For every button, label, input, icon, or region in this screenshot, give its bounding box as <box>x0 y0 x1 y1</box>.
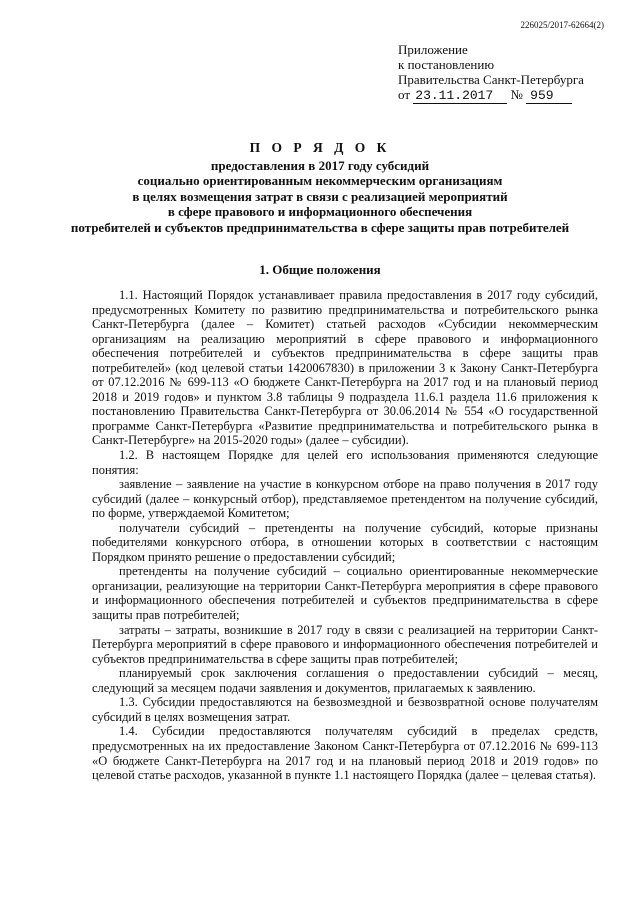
definition-costs: затраты – затраты, возникшие в 2017 году в связи с реализацией на территории Санкт-Петербурга мероприятий в сфере правового и информационного обеспечения потребителей и субъектов предпринимательства в сфере защиты прав потребителей; <box>92 622 598 666</box>
title-line-1: предоставления в 2017 году субсидий <box>210 157 430 173</box>
document-number: 226025/2017-62664(2) <box>520 20 604 30</box>
paragraph-1-1: 1.1. Настоящий Порядок устанавливает правила предоставления в 2017 году субсидий, предусмотренных Комитету по развитию предпринимательства и потребительского рынка Санкт-Петербурга (далее – Комитет) статьей расходов «Субсидии некоммерческим организациям на реализацию мероприятий в сфере правового и информационного обеспечения потребителей и субъектов предпринимательства в сфере защиты прав потребителей» (код целевой статьи 1420067830) в приложении 3 к Закону Санкт-Петербурга от 07.12.2016 № 699-113 «О бюджете Санкт-Петербурга на 2017 год и на плановый период 2018 и 2019 годов» и пунктом 3.8 таблицы 9 подраздела 11.6.1 раздела 11.6 приложения к постановлению Правительства Санкт-Петербурга от 30.06.2014 № 554 «О государственной программе Санкт-Петербурга «Развитие предпринимательства и потребительского рынка в Санкт-Петербурге» на 2015-2020 годы» (далее – субсидии). <box>92 288 598 448</box>
definition-applicants: претенденты на получение субсидий – социально ориентированные некоммерческие организации, реализующие на территории Санкт-Петербурга мероприятия в сфере правового и информационного обеспечения потребителей и субъектов предпринимательства в сфере защиты прав потребителей; <box>92 564 598 623</box>
title-heading: П О Р Я Д О К <box>249 140 391 155</box>
title-line-2: социально ориентированным некоммерческим организациям <box>137 173 503 188</box>
appendix-line-3: Правительства Санкт-Петербурга <box>398 72 584 87</box>
document-title <box>0 140 640 235</box>
definition-agreement-term: планируемый срок заключения соглашения о предоставлении субсидий – месяц, следующий за месяцем подачи заявления и документов, прилагаемых к заявлению. <box>92 666 598 695</box>
title-line-3: в целях возмещения затрат в связи с реализацией мероприятий <box>132 188 508 204</box>
paragraph-1-3: 1.3. Субсидии предоставляются на безвозмездной и безвозвратной основе получателям субсидий в целях возмещения затрат. <box>92 695 598 724</box>
appendix-block <box>398 42 584 104</box>
paragraph-1-2: 1.2. В настоящем Порядке для целей его использования применяются следующие понятия: <box>92 448 598 477</box>
appendix-date-line <box>398 87 584 104</box>
section-heading: 1. Общие положения <box>259 262 381 277</box>
document-body <box>92 288 598 783</box>
paragraph-1-4: 1.4. Субсидии предоставляются получателям субсидий в пределах средств, предусмотренных на их предоставление Законом Санкт-Петербурга от 07.12.2016 № 699-113 «О бюджете Санкт-Петербурга на 2017 год и на плановый период 2018 и 2019 годов» по целевой статье расходов, указанной в пункте 1.1 настоящего Порядка (далее – целевая статья). <box>92 724 598 783</box>
from-label: от <box>398 87 411 102</box>
definition-application: заявление – заявление на участие в конкурсном отборе на право получения в 2017 году субсидий (далее – конкурсный отбор), представляемое претендентом на получение субсидий, по форме, утверждаемой Комитетом; <box>92 477 598 521</box>
resolution-number: 959 <box>526 88 572 104</box>
definition-recipients: получатели субсидий – претенденты на получение субсидий, которые признаны победителями конкурсного отбора, в отношении которых в соответствии с настоящим Порядком принято решение о предоставлении субсидий; <box>92 520 598 564</box>
appendix-line-2: к постановлению <box>398 57 495 72</box>
title-line-5: потребителей и субъектов предпринимательства в сфере защиты прав потребителей <box>70 219 570 235</box>
title-line-4: в сфере правового и информационного обеспечения <box>167 204 473 219</box>
appendix-line-1: Приложение <box>398 42 468 57</box>
resolution-date: 23.11.2017 <box>413 88 507 104</box>
number-label: № <box>510 87 523 102</box>
